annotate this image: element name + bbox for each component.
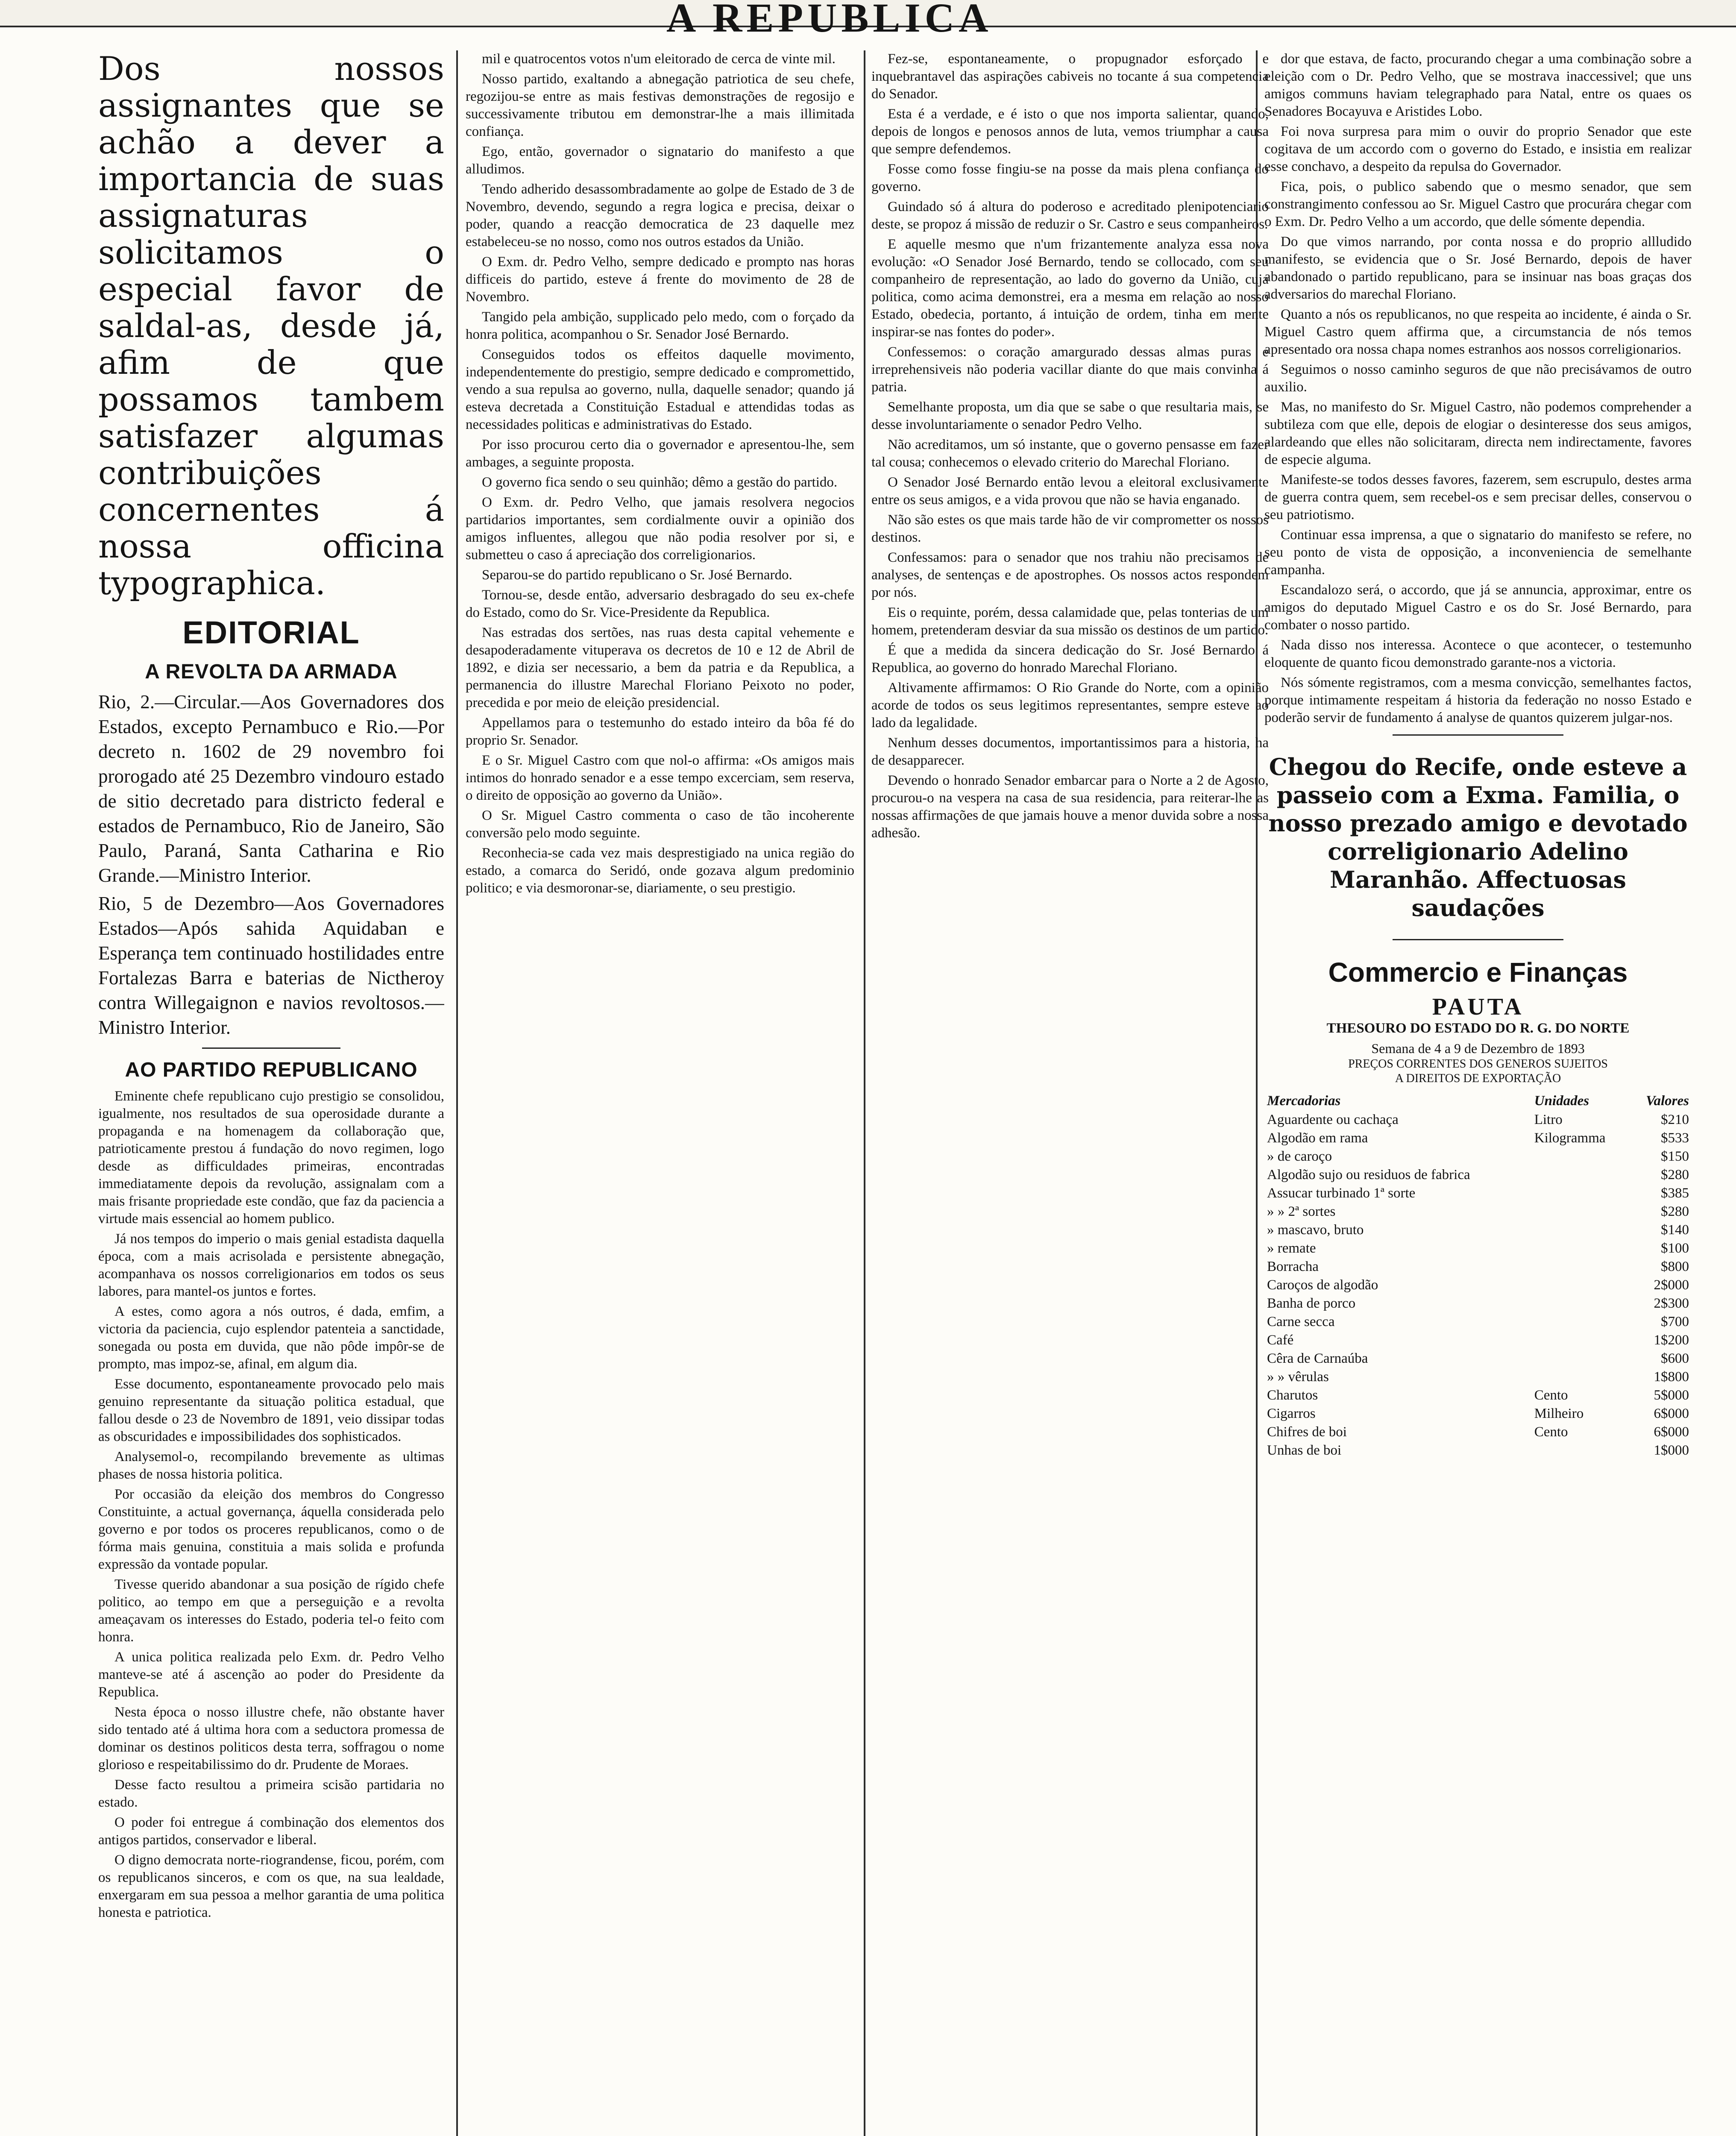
article-paragraph: Appellamos para o testemunho do estado inteiro da bôa fé do proprio Sr. Senador.	[466, 715, 854, 748]
price-table	[1264, 1091, 1692, 1460]
table-row	[1264, 1276, 1692, 1294]
unit-cell	[1532, 1313, 1630, 1331]
telegram-paragraph: Rio, 5 de Dezembro—Aos Governadores Estados—Após sahida Aquidaban e Esperança tem continuado hostilidades entre Fortalezas Barra e baterias de Nictheroy contra Willegaignon e navios revoltosos.—Ministro Interior.	[98, 893, 444, 1038]
table-row	[1264, 1166, 1692, 1184]
article-paragraph: Nada disso nos interessa. Acontece o que acontecer, o testemunho eloquente de quanto ficou demonstrado garante-nos a victoria.	[1264, 637, 1692, 670]
editorial-heading: EDITORIAL	[182, 615, 360, 650]
value-cell: $385	[1661, 1185, 1689, 1201]
article-paragraph: Reconhecia-se cada vez mais desprestigiado na unica região do estado, a comarca do Seridó, onde gozava algum predominio politico; e via desmoronar-se, diariamente, o seu prestigio.	[466, 845, 854, 896]
merchandise-cell: » » vêrulas	[1267, 1369, 1329, 1385]
table-row	[1264, 1423, 1692, 1441]
unit-cell	[1532, 1350, 1630, 1368]
merchandise-cell: Caroços de algodão	[1267, 1277, 1378, 1293]
table-row	[1264, 1331, 1692, 1350]
unit-cell	[1532, 1166, 1630, 1184]
unit-cell	[1532, 1258, 1630, 1276]
article-paragraph: Guindado só á altura do poderoso e acreditado plenipotenciario deste, se propoz á missão de reduzir o Sr. Castro e seus companheiros.	[871, 199, 1269, 232]
value-cell: $150	[1661, 1149, 1689, 1164]
unit-cell: Milheiro	[1534, 1406, 1584, 1421]
revolta-title: A REVOLTA DA ARMADA	[145, 660, 398, 683]
article-paragraph: O governo fica sendo o seu quinhão; dêmo a gestão do partido.	[482, 475, 838, 490]
article-paragraph: Eminente chefe republicano cujo prestigio se consolidou, igualmente, nos resultados de sua operosidade durante a propaganda e na homenagem da collaboração que, patrioticamente prestou á fundação do novo regimen, logo desde as difficuldades primeiras, encontradas immediatamente depois da revolução, assignalam com a mais frisante propriedade este condão, que faz da paciencia a virtude mais essencial ao homem publico.	[98, 1089, 444, 1226]
column-header: Valores	[1646, 1093, 1689, 1109]
table-row	[1264, 1405, 1692, 1423]
table-row	[1264, 1184, 1692, 1203]
article-paragraph: E o Sr. Miguel Castro com que nol-o affirma: «Os amigos mais intimos do honrado senador e a esse tempo excerciam, sem reserva, o direito de opposição ao governo da União».	[466, 753, 854, 803]
unit-cell	[1532, 1221, 1630, 1239]
merchandise-cell: » mascavo, bruto	[1267, 1222, 1364, 1238]
value-cell: $100	[1661, 1241, 1689, 1256]
table-row	[1264, 1441, 1692, 1460]
value-cell: $600	[1661, 1351, 1689, 1366]
article-paragraph: O Senador José Bernardo então levou a eleitoral exclusivamente entre os seus amigos, e a vida provou que não se havia enganado.	[871, 475, 1269, 508]
pauta-week: Semana de 4 a 9 de Dezembro de 1893	[1371, 1041, 1585, 1056]
value-cell: 1$800	[1654, 1369, 1689, 1385]
article-paragraph: Tangido pela ambição, supplicado pelo medo, com o forçado da honra politica, acompanhou o Sr. Senador José Bernardo.	[466, 309, 854, 342]
article-paragraph: O digno democrata norte-riograndense, ficou, porém, com os republicanos sinceros, e com os que, na sua lealdade, enxergaram em sua pessoa a melhor garantia de uma politica honesta e patriotica.	[98, 1852, 444, 1920]
article-paragraph: dor que estava, de facto, procurando chegar a uma combinação sobre a eleição com o Dr. Pedro Velho, que se mostrava inaccessivel; que uns amigos communs haviam telegraphado para Natal, entre os quaes os Senadores Bocayuva e Aristides Lobo.	[1264, 51, 1692, 119]
table-header-row	[1264, 1091, 1692, 1111]
unit-cell	[1532, 1441, 1630, 1460]
table-row	[1264, 1221, 1692, 1239]
table-row	[1264, 1368, 1692, 1386]
value-cell: $280	[1661, 1167, 1689, 1182]
article-paragraph: O Sr. Miguel Castro commenta o caso de tão incoherente conversão pelo modo seguinte.	[466, 808, 854, 841]
table-row	[1264, 1294, 1692, 1313]
value-cell: 6$000	[1654, 1424, 1689, 1440]
section-divider	[1393, 734, 1563, 736]
merchandise-cell: Algodão em rama	[1267, 1130, 1368, 1146]
table-row	[1264, 1239, 1692, 1258]
table-row	[1264, 1129, 1692, 1147]
merchandise-cell: Carne secca	[1267, 1314, 1335, 1329]
article-paragraph: Altivamente affirmamos: O Rio Grande do Norte, com a opinião acorde de todos os seus legitimos representantes, sempre esteve ao lado da legalidade.	[871, 680, 1269, 731]
unit-cell: Cento	[1534, 1388, 1568, 1403]
merchandise-cell: Chifres de boi	[1267, 1424, 1347, 1440]
article-paragraph: Confessemos: o coração amargurado dessas almas puras e irreprehensiveis não poderia vacillar diante do que mais convinha á patria.	[871, 344, 1269, 395]
unit-cell	[1532, 1184, 1630, 1203]
article-paragraph: Esse documento, espontaneamente provocado pelo mais genuino representante da situação politica estadual, que fallou desde o 23 de Novembro de 1891, veio dissipar todas as obscuridades e impossibilidades dos sophisticados.	[98, 1376, 444, 1444]
price-table-body	[1264, 1111, 1692, 1460]
article-paragraph: Nenhum desses documentos, importantissimos para a historia, ha de desapparecer.	[871, 735, 1269, 768]
column-rule	[864, 50, 865, 2136]
article-paragraph: Tendo adherido desassombradamente ao golpe de Estado de 3 de Novembro, devendo, segundo a regra logica e precisa, deixar o poder, quando a reacção democratica de 23 daquelle mez estabeleceu-se no nosso, como nos outros estados da União.	[466, 182, 854, 249]
merchandise-cell: Cigarros	[1267, 1406, 1316, 1421]
merchandise-cell: Charutos	[1267, 1388, 1318, 1403]
article-paragraph: Já nos tempos do imperio o mais genial estadista daquella época, com a mais acrisolada e persistente abnegação, acompanhava os nossos correligionarios em todos os seus labores, para mantel-os juntos e fortes.	[98, 1231, 444, 1299]
article-paragraph: Nosso partido, exaltando a abnegação patriotica de seu chefe, regozijou-se entre as mais festivas demonstrações de regosijo e successivamente tributou em demonstrar-lhe a mais illimitada confiança.	[466, 71, 854, 139]
column-header: Unidades	[1534, 1093, 1589, 1109]
article-paragraph: O poder foi entregue á combinação dos elementos dos antigos partidos, conservador e liberal.	[98, 1815, 444, 1848]
table-row	[1264, 1350, 1692, 1368]
article-paragraph: Nós sómente registramos, com a mesma convicção, semelhantes factos, porque intimamente respeitam á historia da federação no nosso Estado e poderão servir de fundamento á analyse de quantos quizerem julgar-nos.	[1264, 675, 1692, 725]
subscriber-notice: Dos nossos assignantes que se achão a dever a importancia de suas assignaturas solicitamos o especial favor de saldal-as, desde já, afim de que possamos tambem satisfazer algumas contribuições concernentes á nossa officina typographica.	[98, 50, 444, 602]
article-paragraph: Nas estradas dos sertões, nas ruas desta capital vehemente e desapoderadamente vituperava os decretos de 10 e 12 de Abril de 1892, e dizia ser necessario, a bem da patria e da Republica, a permanencia do illustre Marechal Floriano Peixoto no poder, precedida e por meio de eleição presidencial.	[466, 625, 854, 710]
unit-cell	[1532, 1294, 1630, 1313]
article-paragraph: O Exm. dr. Pedro Velho, que jamais resolvera negocios partidarios importantes, sem cordialmente ouvir a opinião dos amigos influentes, allegou que não podia resolver por si, e submetteu o caso á apreciação dos correligionarios.	[466, 495, 854, 563]
value-cell: 1$000	[1654, 1443, 1689, 1458]
unit-cell	[1532, 1276, 1630, 1294]
unit-cell	[1532, 1368, 1630, 1386]
article-paragraph: Escandalozo será, o accordo, que já se annuncia, approximar, entre os amigos do deputado Miguel Castro e os do Sr. José Bernardo, para combater o nosso partido.	[1264, 582, 1692, 633]
unit-cell: Litro	[1534, 1112, 1563, 1127]
article-paragraph: Não acreditamos, um só instante, que o governo pensasse em fazer tal cousa; conhecemos o elevado criterio do Marechal Floriano.	[871, 437, 1269, 470]
article-paragraph: O Exm. dr. Pedro Velho, sempre dedicado e prompto nas horas difficeis do partido, esteve á frente do movimento de 28 de Novembro.	[466, 254, 854, 305]
article-paragraph: Confessamos: para o senador que nos trahiu não precisamos de analyses, de sentenças e de apostrophes. Os nossos actos respondem por nós.	[871, 550, 1269, 600]
value-cell: $210	[1661, 1112, 1689, 1127]
section-divider	[1393, 939, 1563, 940]
merchandise-cell: Aguardente ou cachaça	[1267, 1112, 1399, 1127]
article-paragraph: Separou-se do partido republicano o Sr. José Bernardo.	[482, 567, 792, 583]
merchandise-cell: Borracha	[1267, 1259, 1319, 1274]
table-row	[1264, 1258, 1692, 1276]
arrival-notice: Chegou do Recife, onde esteve a passeio com a Exma. Familia, o nosso prezado amigo e devotado correligionario Adelino Maranhão. Affectuosas saudações	[1268, 753, 1688, 921]
table-row	[1264, 1147, 1692, 1166]
merchandise-cell: Café	[1267, 1332, 1294, 1348]
article-paragraph: Do que vimos narrando, por conta nossa e do proprio allludido manifesto, se evidencia que o Sr. José Bernardo, depois de haver abandonado o partido republicano, para se insinuar nas boas graças dos adversarios do marechal Floriano.	[1264, 234, 1692, 302]
article-paragraph: Quanto a nós os republicanos, no que respeita ao incidente, é ainda o Sr. Miguel Castro quem affirma que, a circumstancia de nós temos apresentado ora nossa chapa nomes estranhos aos nossos correligionarios.	[1264, 307, 1692, 357]
pauta-caption: A DIREITOS DE EXPORTAÇÃO	[1395, 1072, 1561, 1085]
column-4	[1264, 50, 1692, 2136]
value-cell: $140	[1661, 1222, 1689, 1238]
article-paragraph: É que a medida da sincera dedicação do Sr. José Bernardo á Republica, ao governo do honrado Marechal Floriano.	[871, 643, 1269, 675]
merchandise-cell: Cêra de Carnaúba	[1267, 1351, 1368, 1366]
column-2	[466, 50, 854, 2136]
article-paragraph: Fosse como fosse fingiu-se na posse da mais plena confiança do governo.	[871, 161, 1269, 194]
article-paragraph: Por occasião da eleição dos membros do Congresso Constituinte, a actual governança, áquella considerada pelo governo e por todos os proceres republicanos, como o de fórma mais genuina, constituia a mais solida e profunda expressão da vontade popular.	[98, 1487, 444, 1572]
article-paragraph: A estes, como agora a nós outros, é dada, emfim, a victoria da paciencia, cujo esplendor patenteia a sanctidade, sonegada ou posta em duvida, que não pôde impôr-se de prompto, mas impoz-se, afinal, em algum dia.	[98, 1304, 444, 1372]
table-row	[1264, 1386, 1692, 1405]
masthead-title: A REPUBLICA	[666, 0, 993, 41]
unit-cell: Kilogramma	[1534, 1130, 1606, 1146]
article-paragraph: E aquelle mesmo que n'um frizantemente analyza essa nova evolução: «O Senador José Bernardo, tendo se collocado, com seu companheiro de representação, ao lado do governo da União, cuja politica, como acima demonstrei, era a mesma em relação ao nosso Estado, obedecia, portanto, á intuição de ordem, tinha em mente inspirar-se nas fontes do poder».	[871, 237, 1269, 340]
value-cell: 5$000	[1654, 1388, 1689, 1403]
article-paragraph: Foi nova surpresa para mim o ouvir do proprio Senador que este cogitava de um accordo com o governo do Estado, e insistia em realizar esse conchavo, a despeito da repulsa do Governador.	[1264, 124, 1692, 174]
value-cell: 1$200	[1654, 1332, 1689, 1348]
unit-cell	[1532, 1239, 1630, 1258]
merchandise-cell: Banha de porco	[1267, 1296, 1356, 1311]
article-paragraph: Desse facto resultou a primeira scisão partidaria no estado.	[98, 1777, 444, 1810]
article-paragraph: Conseguidos todos os effeitos daquelle movimento, independentemente do prestigio, sempre dedicado e compromettido, vendo a sua repulsa ao governo, nulla, daquelle senador; quando já esteva decretada a Constituição Estadual e attendidas todas as necessidades politicas e administrativas do Estado.	[466, 347, 854, 432]
unit-cell: Cento	[1534, 1424, 1568, 1440]
article-paragraph: Nesta época o nosso illustre chefe, não obstante haver sido tentado até á ultima hora com a seductora promessa de dominar os destinos politicos desta terra, soffragou o nome glorioso e respeitabilissimo do dr. Prudente de Moraes.	[98, 1705, 444, 1772]
column-3	[871, 50, 1269, 2136]
article-paragraph: A unica politica realizada pelo Exm. dr. Pedro Velho manteve-se até á ascenção ao poder do Presidente da Republica.	[98, 1649, 444, 1700]
value-cell: $700	[1661, 1314, 1689, 1329]
article-paragraph: mil e quatrocentos votos n'um eleitorado de cerca de vinte mil.	[482, 51, 836, 67]
article-paragraph: Ego, então, governador o signatario do manifesto a que alludimos.	[466, 144, 854, 177]
pauta-title: PAUTA	[1432, 994, 1524, 1020]
article-paragraph: Devendo o honrado Senador embarcar para o Norte a 2 de Agosto, procurou-o na vespera na casa de sua residencia, para reiterar-lhe as nossas affirmações de que jamais houve a menor duvida sobre a nossa adhesão.	[871, 773, 1269, 841]
column-rule	[456, 50, 458, 2136]
article-paragraph: Fez-se, espontaneamente, o propugnador esforçado e inquebrantavel das aspirações cabiveis no tocante á sua competencia do Senador.	[871, 51, 1269, 102]
article-paragraph: Tornou-se, desde então, adversario desbragado do seu ex-chefe do Estado, como do Sr. Vice-Presidente da Republica.	[466, 587, 854, 620]
telegram-paragraph: Rio, 2.—Circular.—Aos Governadores dos Estados, excepto Pernambuco e Rio.—Por decreto n. 1602 de 29 novembro foi prorogado até 25 Dezembro vindouro estado de sitio decretado para districto federal e estados de Pernambuco, Rio de Janeiro, São Paulo, Paraná, Santa Catharina e Rio Grande.—Ministro Interior.	[98, 691, 444, 886]
article-paragraph: Continuar essa imprensa, a que o signatario do manifesto se refere, no seu ponto de vista de opposição, a inconveniencia de semelhante campanha.	[1264, 527, 1692, 578]
table-row	[1264, 1313, 1692, 1331]
value-cell: $533	[1661, 1130, 1689, 1146]
article-paragraph: Eis o requinte, porém, dessa calamidade que, pelas tonterias de um homem, pretenderam desviar da sua missão os destinos de um partido.	[871, 605, 1269, 638]
article-paragraph: Manifeste-se todos desses favores, fazerem, sem escrupulo, destes arma de guerra contra quem, sem recebel-os e sem precisar delles, conservou o seu patriotismo.	[1264, 472, 1692, 522]
unit-cell	[1532, 1331, 1630, 1350]
pauta-subtitle: THESOURO DO ESTADO DO R. G. DO NORTE	[1326, 1021, 1630, 1036]
table-row	[1264, 1203, 1692, 1221]
section-divider	[202, 1047, 340, 1049]
value-cell: 2$300	[1654, 1296, 1689, 1311]
unit-cell	[1532, 1203, 1630, 1221]
commercio-heading: Commercio e Finanças	[1328, 957, 1628, 988]
article-paragraph: Mas, no manifesto do Sr. Miguel Castro, não podemos comprehender a subtileza com que elle, depois de elogiar o desinteresse dos seus amigos, alardeando que elles não solicitaram, directa nem indirectamente, favores de especie alguma.	[1264, 399, 1692, 467]
article-paragraph: Esta é a verdade, e é isto o que nos importa salientar, quando, depois de longos e penosos annos de luta, vemos triumphar a causa que sempre defendemos.	[871, 106, 1269, 157]
merchandise-cell: » remate	[1267, 1241, 1316, 1256]
merchandise-cell: Unhas de boi	[1267, 1443, 1342, 1458]
merchandise-cell: » de caroço	[1267, 1149, 1332, 1164]
merchandise-cell: » » 2ª sortes	[1267, 1204, 1336, 1219]
table-row	[1264, 1111, 1692, 1129]
article-paragraph: Não são estes os que mais tarde hão de vir comprometter os nossos destinos.	[871, 512, 1269, 545]
value-cell: $800	[1661, 1259, 1689, 1274]
article-paragraph: Seguimos o nosso caminho seguros de que não precisávamos de outro auxilio.	[1264, 362, 1692, 395]
partido-title: AO PARTIDO REPUBLICANO	[125, 1059, 418, 1081]
article-paragraph: Fica, pois, o publico sabendo que o mesmo senador, que sem constrangimento confessou ao Sr. Miguel Castro que procurára chegar com o Exm. Dr. Pedro Velho a um accordo, que delle sómente dependia.	[1264, 179, 1692, 229]
value-cell: $280	[1661, 1204, 1689, 1219]
merchandise-cell: Assucar turbinado 1ª sorte	[1267, 1185, 1416, 1201]
value-cell: 2$000	[1654, 1277, 1689, 1293]
article-paragraph: Semelhante proposta, um dia que se sabe o que resultaria mais, se desse involuntariamente o senador Pedro Velho.	[871, 399, 1269, 432]
column-1	[98, 50, 444, 2136]
article-paragraph: Tivesse querido abandonar a sua posição de rígido chefe politico, ao tempo em que a perseguição e a revolta ameaçavam os interesses do Estado, poderia tel-o feito com honra.	[98, 1577, 444, 1645]
article-paragraph: Analysemol-o, recompilando brevemente as ultimas phases de nossa historia politica.	[98, 1449, 444, 1482]
column-header: Mercadorias	[1267, 1093, 1341, 1109]
article-paragraph: Por isso procurou certo dia o governador e apresentou-lhe, sem ambages, a seguinte proposta.	[466, 437, 854, 470]
value-cell: 6$000	[1654, 1406, 1689, 1421]
unit-cell	[1532, 1147, 1630, 1166]
merchandise-cell: Algodão sujo ou residuos de fabrica	[1267, 1167, 1470, 1182]
pauta-caption: PREÇOS CORRENTES DOS GENEROS SUJEITOS	[1348, 1057, 1608, 1071]
